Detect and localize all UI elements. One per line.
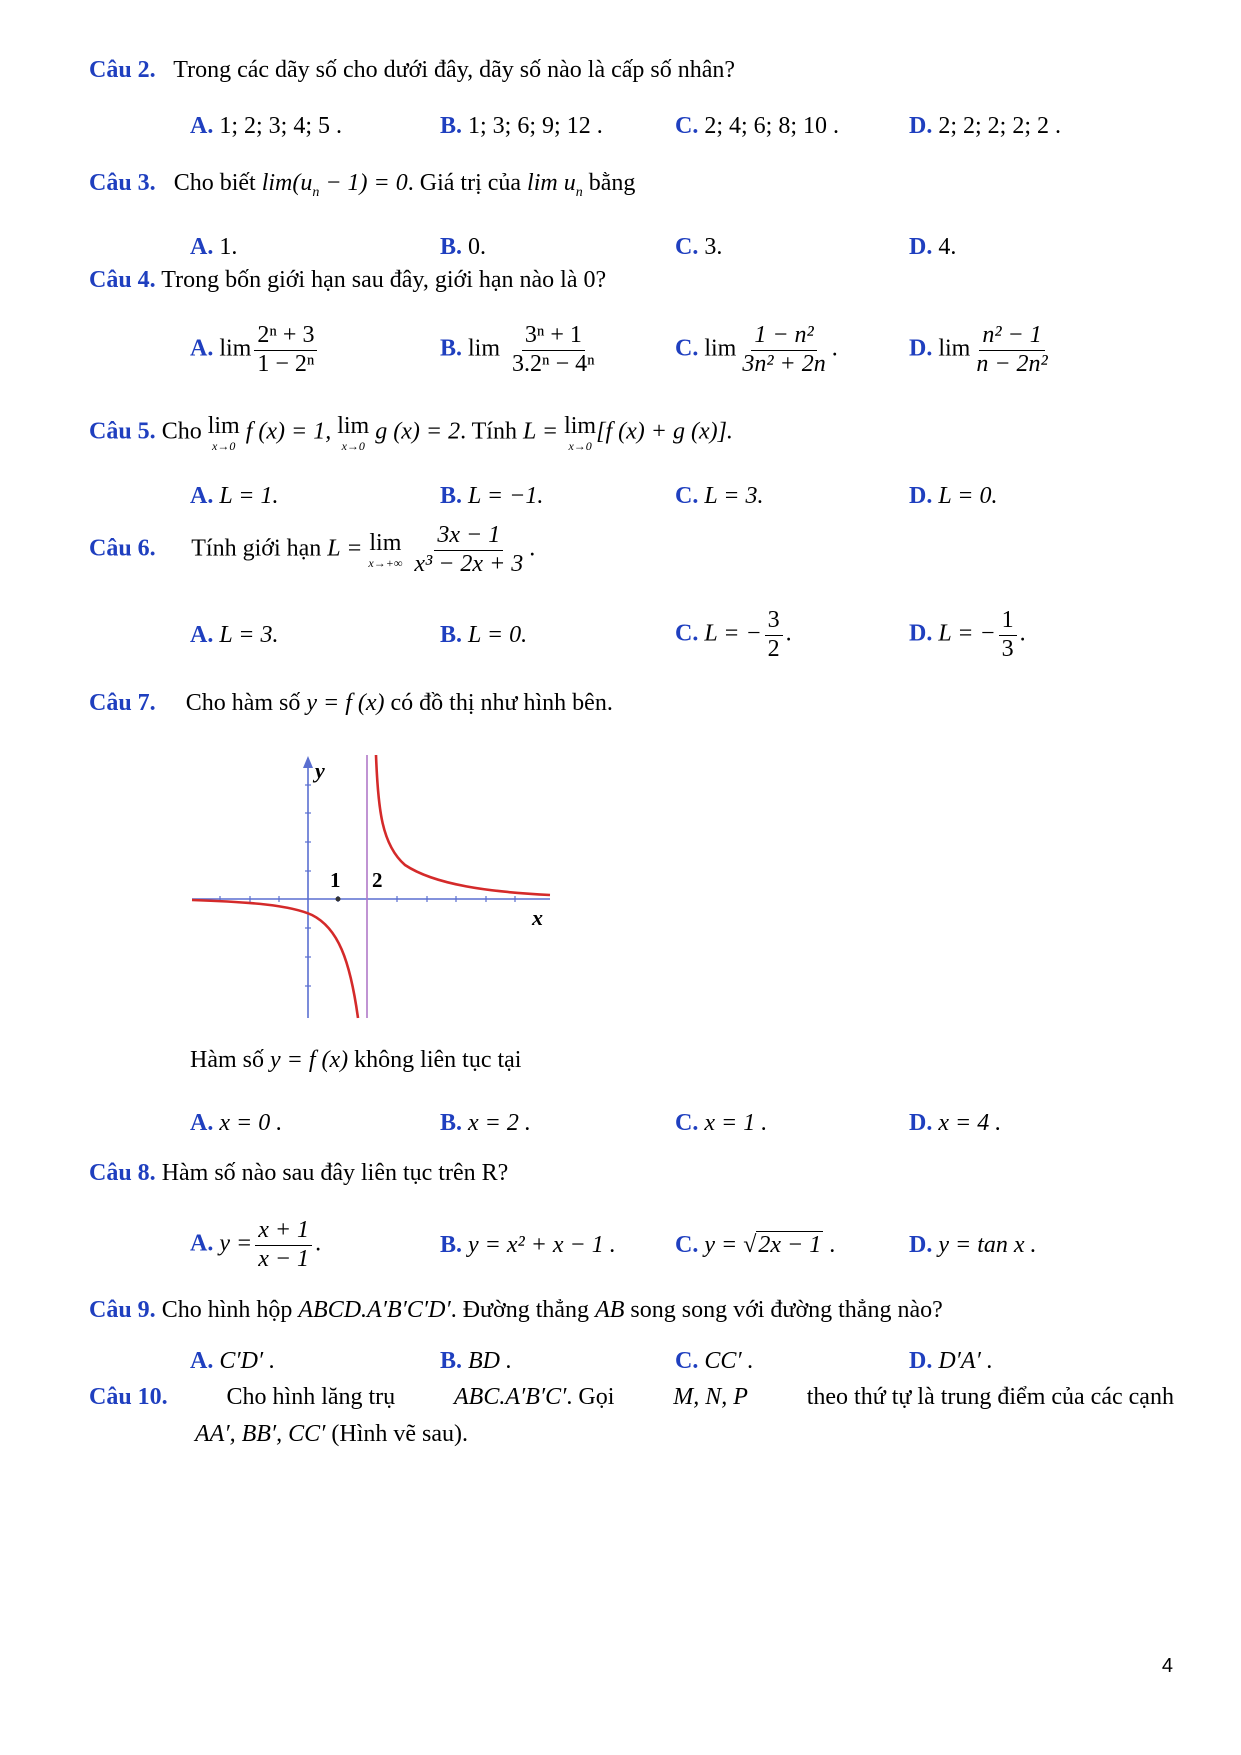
question-label: Câu 2. xyxy=(89,57,156,83)
option-c: C. 2; 4; 6; 8; 10 . xyxy=(675,113,840,139)
option-d: D. x = 4 . xyxy=(909,1110,1002,1136)
question-text: Trong các dãy số cho dưới đây, dãy số nào là cấp số nhân? xyxy=(173,57,736,83)
option-c: C. 3. xyxy=(675,234,723,260)
option-b: B. 0. xyxy=(440,234,487,260)
y-axis-arrow xyxy=(303,756,313,768)
option-a: A. 1; 2; 3; 4; 5 . xyxy=(190,113,343,139)
question-4 xyxy=(89,267,606,294)
question-6: Câu 6. Tính giới hạn L = lim x→+∞ $\frac{3x - 1}{\text{x³ − 2x + 3}}$ . xyxy=(89,522,536,577)
option-b: B. L = 0. xyxy=(440,622,528,648)
option-d: D. y = tan x . xyxy=(909,1232,1037,1258)
curve-right-branch xyxy=(376,755,550,895)
option-b: B. 1; 3; 6; 9; 12 . xyxy=(440,113,603,139)
option-a: A. C′D′ . xyxy=(190,1348,276,1374)
option-d: D. L = − $\frac{1}{3}$ . xyxy=(909,607,1026,662)
question-5: Câu 5. Cho lim x→0 f (x) = 1, lim x→0 g (x) = 2. Tính L = lim x→0 [f (x) + g (x)]. xyxy=(89,413,733,453)
tick-label-2: 2 xyxy=(372,868,383,892)
option-b: B. BD . xyxy=(440,1348,513,1374)
page-number: 4 xyxy=(1161,1655,1173,1677)
question-label: Câu 6. xyxy=(89,535,156,562)
question-label: Câu 8. xyxy=(89,1160,156,1186)
option-c: C. CC′ . xyxy=(675,1348,754,1374)
option-d: D. lim $\frac{\text{n² − 1}}{\text{n − 2n²}}$ xyxy=(909,322,1048,377)
question-2 xyxy=(89,57,735,84)
option-c: C. L = − $\frac{3}{2}$ . xyxy=(675,607,792,662)
question-label: Câu 5. xyxy=(89,418,156,445)
question-label: Câu 4. xyxy=(89,267,156,293)
option-b: B. y = x² + x − 1 . xyxy=(440,1232,616,1258)
option-d: D. D′A′ . xyxy=(909,1348,993,1374)
question-3: Câu 3. Cho biết $\lim(u_n - 1) = 0$. Giá trị của $\lim u_n$ bằng xyxy=(89,170,636,200)
option-a: A. lim $\frac{\text{2ⁿ + 3}}{\text{1 − 2ⁿ}}$ xyxy=(190,322,320,378)
option-d: D. 2; 2; 2; 2; 2 . xyxy=(909,113,1062,139)
tick-label-1: 1 xyxy=(330,868,341,892)
question-7: Câu 7. Cho hàm số y = f (x) có đồ thị như hình bên. xyxy=(89,690,613,716)
question-8 xyxy=(89,1160,508,1187)
point-1 xyxy=(336,897,341,902)
option-a: A. x = 0 . xyxy=(190,1110,283,1136)
function-graph xyxy=(190,750,560,1020)
question-label: Câu 10. xyxy=(89,1384,168,1410)
option-b: B. lim $\frac{\text{3ⁿ + 1}}{\text{3.2ⁿ − 4ⁿ}}$ xyxy=(440,322,595,377)
option-c: C. L = 3. xyxy=(675,483,764,509)
option-a: A. 1. xyxy=(190,234,238,260)
option-a: A. L = 3. xyxy=(190,622,279,648)
option-b: B. L = −1. xyxy=(440,483,544,509)
question-text: Hàm số nào sau đây liên tục trên R? xyxy=(161,1160,509,1186)
y-axis-label: y xyxy=(315,758,325,783)
curve-left-branch xyxy=(192,900,358,1018)
question-label: Câu 7. xyxy=(89,690,156,716)
option-c: C. x = 1 . xyxy=(675,1110,768,1136)
option-d: D. 4. xyxy=(909,234,957,260)
option-a: A. L = 1. xyxy=(190,483,279,509)
option-d: D. L = 0. xyxy=(909,483,998,509)
question-10: Câu 10. Cho hình lăng trụ ABC.A′B′C′. Gọi M, N, P theo thứ tự là trung điểm của các cạnh AA′, BB′, CC′ (Hình vẽ sau). xyxy=(89,1384,1174,1447)
question-label: Câu 3. xyxy=(89,170,156,196)
option-c: C. lim $\frac{\text{1 − n²}}{\text{3n² + 2n}}$ . xyxy=(675,322,838,377)
option-c: C. y = √2x − 1 . xyxy=(675,1232,836,1258)
question-label: Câu 9. xyxy=(89,1297,156,1323)
question-9: Câu 9. Cho hình hộp ABCD.A′B′C′D′. Đường thẳng AB song song với đường thẳng nào? xyxy=(89,1297,943,1323)
option-a: A. y = $\frac{x + 1}{x - 1}$ . xyxy=(190,1217,322,1272)
option-b: B. x = 2 . xyxy=(440,1110,531,1136)
question-7-prompt: Hàm số y = f (x) không liên tục tại xyxy=(190,1047,522,1073)
x-axis-label: x xyxy=(532,905,543,930)
question-text: Trong bốn giới hạn sau đây, giới hạn nào là 0? xyxy=(161,267,607,293)
